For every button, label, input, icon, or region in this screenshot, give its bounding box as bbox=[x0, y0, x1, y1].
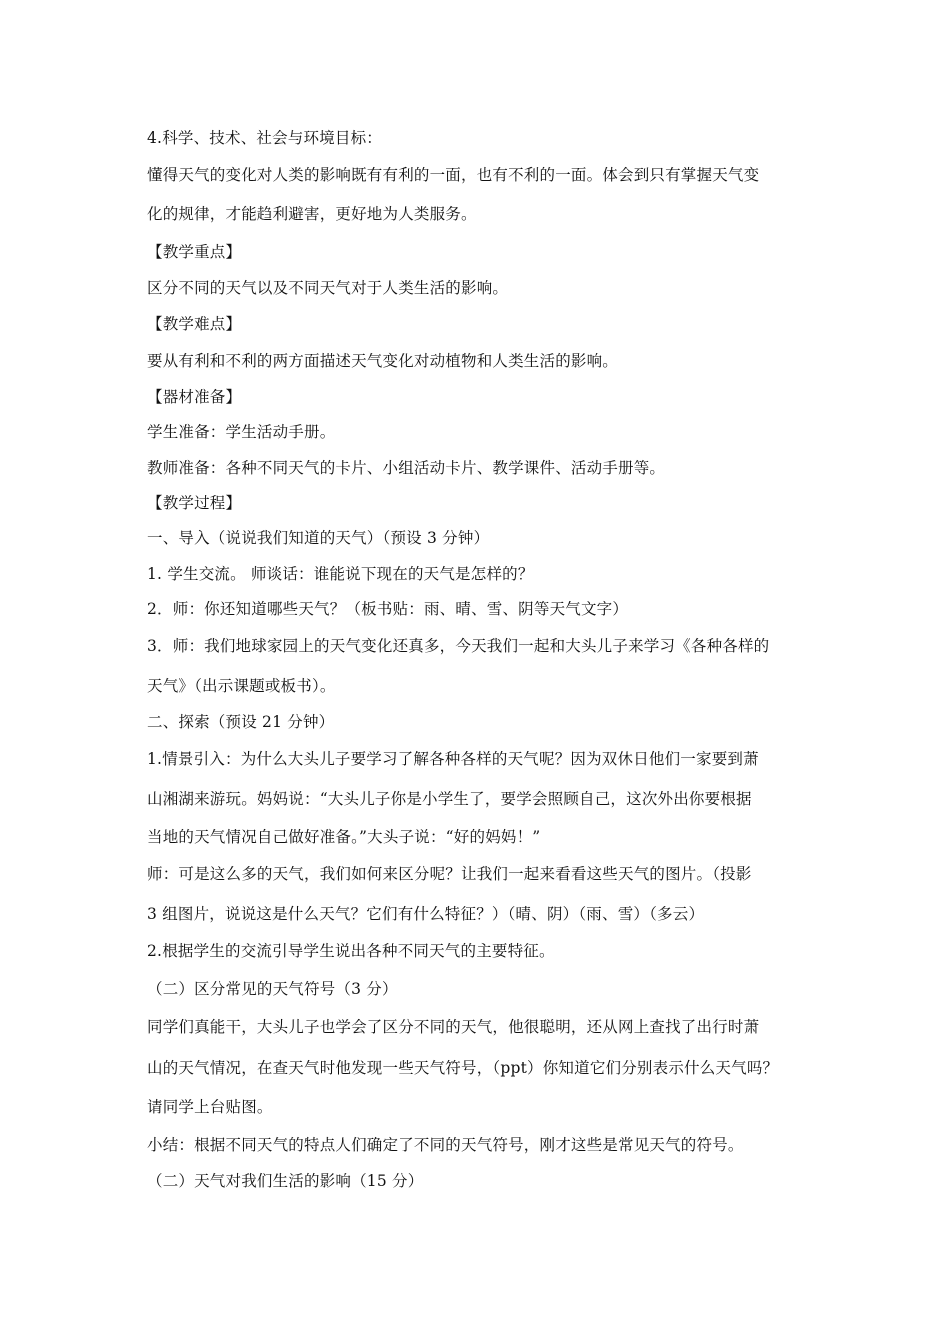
materials-heading: 【器材准备】 bbox=[147, 388, 242, 406]
intro-step-3-line-1: 3．师：我们地球家园上的天气变化还真多，今天我们一起和大头儿子来学习《各种各样的 bbox=[147, 637, 770, 655]
intro-step-1: 1. 学生交流。 师谈话：谁能说下现在的天气是怎样的？ bbox=[147, 565, 534, 583]
intro-step-2: 2．师：你还知道哪些天气？（板书贴：雨、晴、雪、阴等天气文字） bbox=[147, 600, 629, 618]
student-materials: 学生准备：学生活动手册。 bbox=[147, 423, 336, 441]
key-points-heading: 【教学重点】 bbox=[147, 243, 242, 261]
explore-step-2: 2.根据学生的交流引导学生说出各种不同天气的主要特征。 bbox=[147, 942, 555, 960]
weather-symbols-text-line-2: 山的天气情况，在查天气时他发现一些天气符号，（ppt）你知道它们分别表示什么天气吗？ bbox=[147, 1059, 779, 1077]
teacher-question-line-2: 3 组图片，说说这是什么天气？它们有什么特征？）（晴、阴）（雨、雪）（多云） bbox=[147, 905, 705, 923]
summary-text: 小结：根据不同天气的特点人们确定了不同的天气符号，刚才这些是常见天气的符号。 bbox=[147, 1136, 744, 1154]
teacher-materials: 教师准备：各种不同天气的卡片、小组活动卡片、教学课件、活动手册等。 bbox=[147, 459, 666, 477]
explore-step-1-line-2: 山湘湖来游玩。妈妈说：“大头儿子你是小学生了，要学会照顾自己，这次外出你要根据 bbox=[147, 790, 752, 808]
explore-step-1-line-1: 1.情景引入：为什么大头儿子要学习了解各种各样的天气呢？因为双休日他们一家要到萧 bbox=[147, 750, 759, 768]
difficulties-text: 要从有利和不利的两方面描述天气变化对动植物和人类生活的影响。 bbox=[147, 352, 619, 370]
difficulties-heading: 【教学难点】 bbox=[147, 315, 242, 333]
explore-step-1-line-3: 当地的天气情况自己做好准备。”大头子说：“好的妈妈！” bbox=[147, 828, 541, 846]
explore-section-heading: 二、探索（预设 21 分钟） bbox=[147, 713, 335, 731]
objective-text-line-1: 懂得天气的变化对人类的影响既有有利的一面，也有不利的一面。体会到只有掌握天气变 bbox=[147, 166, 760, 184]
objective-text-line-2: 化的规律，才能趋利避害，更好地为人类服务。 bbox=[147, 205, 477, 223]
teacher-question-line-1: 师：可是这么多的天气，我们如何来区分呢？让我们一起来看看这些天气的图片。（投影 bbox=[147, 865, 752, 883]
key-points-text: 区分不同的天气以及不同天气对于人类生活的影响。 bbox=[147, 279, 509, 297]
weather-symbols-text-line-1: 同学们真能干，大头儿子也学会了区分不同的天气，他很聪明，还从网上查找了出行时萧 bbox=[147, 1018, 760, 1036]
objective-heading: 4.科学、技术、社会与环境目标： bbox=[147, 129, 382, 147]
intro-section-heading: 一、导入（说说我们知道的天气）（预设 3 分钟） bbox=[147, 529, 490, 547]
intro-step-3-line-2: 天气》（出示课题或板书）。 bbox=[147, 677, 336, 695]
weather-symbols-text-line-3: 请同学上台贴图。 bbox=[147, 1098, 273, 1116]
weather-impact-heading: （二）天气对我们生活的影响（15 分） bbox=[147, 1172, 424, 1190]
weather-symbols-heading: （二）区分常见的天气符号（3 分） bbox=[147, 980, 398, 998]
process-heading: 【教学过程】 bbox=[147, 494, 242, 512]
